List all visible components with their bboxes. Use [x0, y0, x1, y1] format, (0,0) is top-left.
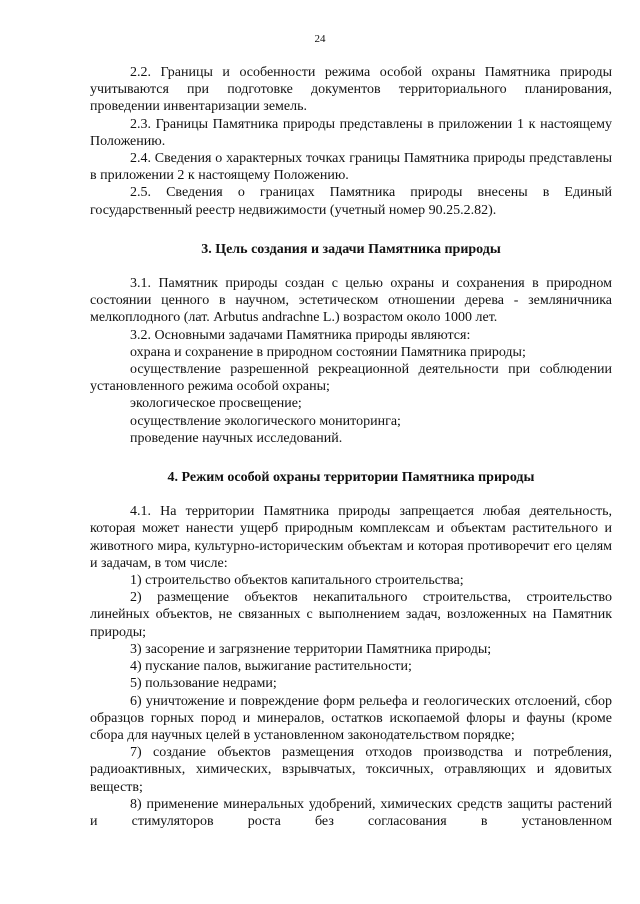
- paragraph-2-3: 2.3. Границы Памятника природы представлены в приложении 1 к настоящему Положению.: [90, 116, 612, 149]
- prohibition-item: 3) засорение и загрязнение территории Памятника природы;: [130, 641, 492, 657]
- section-4-heading: 4. Режим особой охраны территории Памятника природы: [167, 470, 535, 486]
- paragraph-2-4: 2.4. Сведения о характерных точках границы Памятника природы представлены в приложении 2 к настоящему Положению.: [90, 151, 612, 184]
- prohibition-item: 7) создание объектов размещения отходов производства и потребления, радиоактивных, химических, взрывчатых, токсичных, отравляющих и ядовитых веществ;: [90, 745, 612, 795]
- paragraph-3-1: 3.1. Памятник природы создан с целью охраны и сохранения в природном состоянии ценного в научном, эстетическом отношении дерева - земляничника мелкоплодного (лат. Arbutus andrachne L.) возрастом около 1000 лет.: [90, 276, 612, 326]
- task-item: осуществление разрешенной рекреационной деятельности при соблюдении установленного режима особой охраны;: [90, 362, 612, 395]
- prohibition-item: 6) уничтожение и повреждение форм рельефа и геологических отслоений, сбор образцов горных пород и минералов, остатков ископаемой флоры и фауны (кроме сбора для научных целей в установленном законодательством порядке;: [90, 693, 612, 743]
- paragraph-4-1: 4.1. На территории Памятника природы запрещается любая деятельность, которая может нанести ущерб природным комплексам и объектам растительного и животного мира, культурно-историческим объектам и которая противоречит его целям и задачам, в том числе:: [90, 504, 612, 571]
- page-number: 24: [314, 33, 326, 45]
- section-3-heading: 3. Цель создания и задачи Памятника природы: [201, 241, 501, 257]
- task-item: проведение научных исследований.: [130, 430, 343, 446]
- prohibition-item: 5) пользование недрами;: [130, 676, 277, 692]
- task-item: охрана и сохранение в природном состоянии Памятника природы;: [130, 344, 526, 360]
- task-item: осуществление экологического мониторинга;: [130, 413, 401, 429]
- prohibition-item: 8) применение минеральных удобрений, химических средств защиты растений и стимуляторов роста без согласования в установленном: [90, 796, 612, 829]
- prohibition-item: 1) строительство объектов капитального строительства;: [130, 573, 464, 589]
- paragraph-3-2: 3.2. Основными задачами Памятника природы являются:: [130, 327, 471, 343]
- document-body: [90, 64, 612, 830]
- prohibition-item: 4) пускание палов, выжигание растительности;: [130, 659, 412, 675]
- paragraph-2-5: 2.5. Сведения о границах Памятника природы внесены в Единый государственный реестр недвижимости (учетный номер 90.25.2.82).: [90, 185, 612, 218]
- paragraph-2-2: 2.2. Границы и особенности режима особой охраны Памятника природы учитываются при подготовке документов территориального планирования, проведении инвентаризации земель.: [90, 65, 612, 115]
- task-item: экологическое просвещение;: [130, 396, 302, 412]
- prohibition-item: 2) размещение объектов некапитального строительства, строительство линейных объектов, не связанных с выполнением задач, возложенных на Памятник природы;: [90, 590, 612, 640]
